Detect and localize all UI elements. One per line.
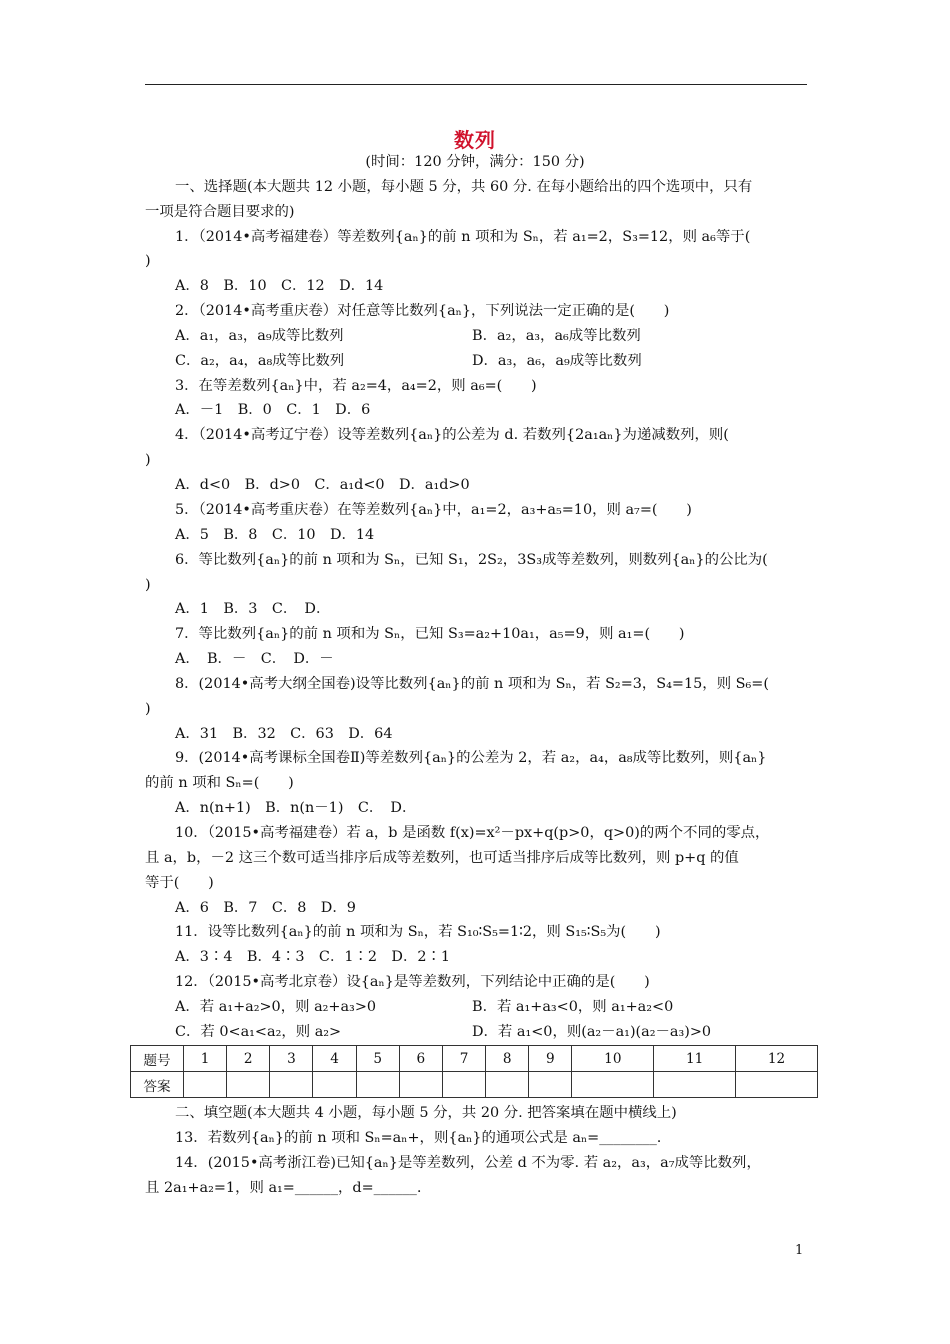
answer-cell[interactable]	[313, 1072, 356, 1098]
answer-cell[interactable]	[356, 1072, 399, 1098]
header-rule	[145, 84, 807, 85]
answer-table	[130, 1045, 818, 1098]
answer-cell[interactable]	[529, 1072, 572, 1098]
page-title: 数列	[454, 128, 496, 152]
answer-cell[interactable]	[572, 1072, 654, 1098]
q12-stem: 12．（2015•高考北京卷）设{aₙ}是等差数列，下列结论中正确的是( )	[175, 974, 650, 990]
q7-stem: 7．等比数列{aₙ}的前 n 项和为 Sₙ，已知 S₃=a₂+10a₁，a₅=9，则 a₁=( )	[175, 626, 685, 642]
q2-stem: 2．（2014•高考重庆卷）对任意等比数列{aₙ}，下列说法一定正确的是( )	[175, 303, 670, 319]
q14-stem: 14．(2015•高考浙江卷)已知{aₙ}是等差数列，公差 d 不为零. 若 a₂，a₃，a₇成等比数列，	[175, 1155, 761, 1171]
q6-options: A．1 B．3 C． D．	[175, 601, 331, 617]
answer-table-number: 3	[270, 1046, 313, 1072]
q9-options: A．n(n+1) B．n(n－1) C． D．	[175, 800, 417, 816]
answer-table-number: 1	[184, 1046, 227, 1072]
q3-stem: 3．在等差数列{aₙ}中，若 a₂=4，a₄=2，则 a₆=( )	[175, 378, 537, 394]
q10-stem-cont: 且 a，b，－2 这三个数可适当排序后成等差数列，也可适当排序后成等比数列，则 p+q 的值	[145, 850, 739, 866]
answer-table-number: 2	[227, 1046, 270, 1072]
q8-stem: 8．(2014•高考大纲全国卷)设等比数列{aₙ}的前 n 项和为 Sₙ，若 S₂=3，S₄=15，则 S₆=(	[175, 676, 769, 692]
q3-options: A．－1 B．0 C．1 D．6	[175, 402, 371, 418]
answer-cell[interactable]	[270, 1072, 313, 1098]
q2-option-c: C．a₂，a₄，a₈成等比数列	[175, 353, 345, 369]
answer-table-header-row	[131, 1046, 818, 1072]
answer-table-number: 7	[442, 1046, 485, 1072]
answer-table-number: 6	[399, 1046, 442, 1072]
q8-stem-cont: )	[145, 701, 151, 717]
q4-stem: 4．（2014•高考辽宁卷）设等差数列{aₙ}的公差为 d. 若数列{2a₁aₙ}为递减数列，则(	[175, 427, 729, 443]
q4-stem-cont: )	[145, 452, 151, 468]
answer-cell[interactable]	[736, 1072, 818, 1098]
q2-option-b: B．a₂，a₃，a₆成等比数列	[472, 328, 641, 344]
answer-table-number: 12	[736, 1046, 818, 1072]
q1-stem: 1．（2014•高考福建卷）等差数列{aₙ}的前 n 项和为 Sₙ，若 a₁=2，S₃=12，则 a₆等于(	[175, 229, 751, 245]
answer-table-answer-row	[131, 1072, 818, 1098]
answer-table-number: 9	[529, 1046, 572, 1072]
answer-cell[interactable]	[227, 1072, 270, 1098]
q6-stem: 6．等比数列{aₙ}的前 n 项和为 Sₙ，已知 S₁，2S₂，3S₃成等差数列，则数列{aₙ}的公比为(	[175, 552, 768, 568]
answer-table-number: 4	[313, 1046, 356, 1072]
q11-stem: 11．设等比数列{aₙ}的前 n 项和为 Sₙ，若 S₁₀∶S₅=1∶2，则 S₁₅∶S₅为( )	[175, 924, 661, 940]
answer-cell[interactable]	[399, 1072, 442, 1098]
q9-stem: 9．(2014•高考课标全国卷Ⅱ)等差数列{aₙ}的公差为 2，若 a₂，a₄，a₈成等比数列，则{aₙ}	[175, 750, 767, 766]
q14-stem-cont: 且 2a₁+a₂=1，则 a₁=______，d=______.	[145, 1180, 422, 1196]
q6-stem-cont: )	[145, 577, 151, 593]
answer-table-number: 11	[654, 1046, 736, 1072]
answer-cell[interactable]	[184, 1072, 227, 1098]
answer-table-number: 8	[486, 1046, 529, 1072]
answer-cell[interactable]	[442, 1072, 485, 1098]
section1-heading-cont: 一项是符合题目要求的)	[145, 204, 295, 220]
q12-option-c: C．若 0<a₁<a₂，则 a₂>	[175, 1024, 342, 1040]
q4-options: A．d<0 B．d>0 C．a₁d<0 D．a₁d>0	[175, 477, 470, 493]
q12-option-b: B．若 a₁+a₃<0，则 a₁+a₂<0	[472, 999, 674, 1015]
q5-stem: 5．（2014•高考重庆卷）在等差数列{aₙ}中，a₁=2，a₃+a₅=10，则 a₇=( )	[175, 502, 692, 518]
answer-table-row-label: 题号	[131, 1046, 184, 1072]
section2-heading: 二、填空题(本大题共 4 小题，每小题 5 分，共 20 分. 把答案填在题中横线上)	[175, 1105, 677, 1121]
page-number: 1	[795, 1243, 804, 1258]
q11-options: A．3∶4 B．4∶3 C．1∶2 D．2∶1	[175, 949, 451, 965]
q9-stem-cont: 的前 n 项和 Sₙ=( )	[145, 775, 294, 791]
q2-option-d: D．a₃，a₆，a₉成等比数列	[472, 353, 642, 369]
q5-options: A．5 B．8 C．10 D．14	[175, 527, 375, 543]
q10-stem: 10．（2015•高考福建卷）若 a，b 是函数 f(x)=x²－px+q(p>0，q>0)的两个不同的零点，	[175, 825, 770, 841]
exam-subtitle: (时间：120 分钟，满分：150 分)	[365, 154, 585, 170]
answer-cell[interactable]	[486, 1072, 529, 1098]
q1-options: A．8 B．10 C．12 D．14	[175, 278, 384, 294]
q7-options: A． B．－ C． D．－	[175, 651, 334, 667]
q13-stem: 13．若数列{aₙ}的前 n 项和 Sₙ=aₙ+，则{aₙ}的通项公式是 aₙ=________.	[175, 1130, 662, 1146]
q12-option-d: D．若 a₁<0，则(a₂－a₁)(a₂－a₃)>0	[472, 1024, 712, 1040]
q8-options: A．31 B．32 C．63 D．64	[175, 726, 393, 742]
q10-stem-cont2: 等于( )	[145, 875, 214, 891]
section1-heading: 一、选择题(本大题共 12 小题，每小题 5 分，共 60 分. 在每小题给出的四个选项中，只有	[175, 179, 753, 195]
q1-stem-cont: )	[145, 253, 151, 269]
q2-option-a: A．a₁，a₃，a₉成等比数列	[175, 328, 344, 344]
answer-table-row-label: 答案	[131, 1072, 184, 1098]
q10-options: A．6 B．7 C．8 D．9	[175, 900, 356, 916]
answer-table-number: 5	[356, 1046, 399, 1072]
answer-table-number: 10	[572, 1046, 654, 1072]
answer-cell[interactable]	[654, 1072, 736, 1098]
q12-option-a: A．若 a₁+a₂>0，则 a₂+a₃>0	[175, 999, 377, 1015]
